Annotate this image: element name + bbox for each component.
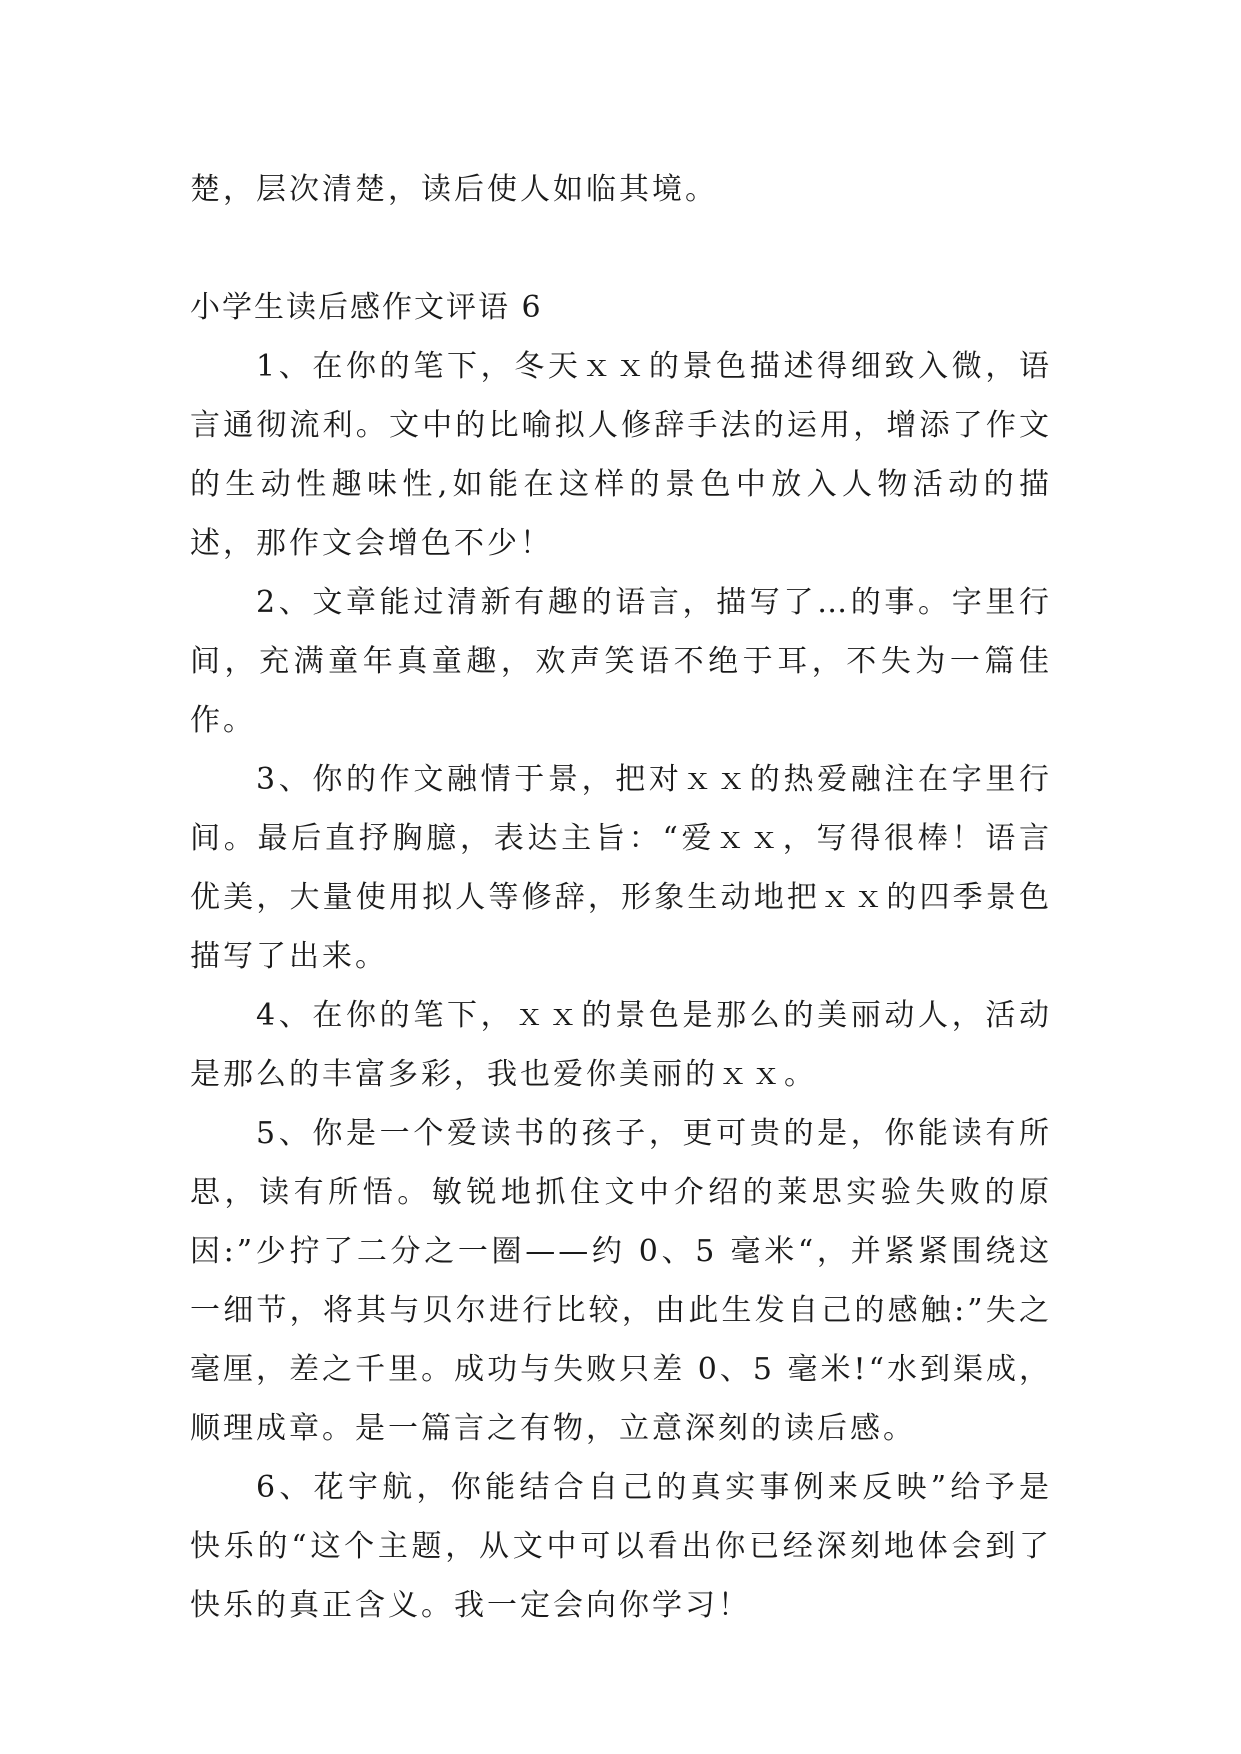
section-title: 小学生读后感作文评语 6 [190,290,543,325]
document-body [190,160,1052,1635]
continued-paragraph: 楚，层次清楚，读后使人如临其境。 [190,172,718,207]
comment-paragraph-4: 4、在你的笔下，ｘｘ的景色是那么的美丽动人，活动是那么的丰富多彩，我也爱你美丽的ｘｘ。 [190,998,1052,1092]
comment-paragraph-3: 3、你的作文融情于景，把对ｘｘ的热爱融注在字里行间。最后直抒胸臆，表达主旨：“爱ｘｘ，写得很棒！语言优美，大量使用拟人等修辞，形象生动地把ｘｘ的四季景色描写了出来。 [190,762,1052,974]
comment-paragraph-2: 2、文章能过清新有趣的语言，描写了…的事。字里行间，充满童年真童趣，欢声笑语不绝于耳，不失为一篇佳作。 [190,585,1052,738]
comment-paragraph-1: 1、在你的笔下，冬天ｘｘ的景色描述得细致入微，语言通彻流利。文中的比喻拟人修辞手法的运用，增添了作文的生动性趣味性,如能在这样的景色中放入人物活动的描述，那作文会增色不少！ [190,349,1052,561]
comment-paragraph-5: 5、你是一个爱读书的孩子，更可贵的是，你能读有所思，读有所悟。敏锐地抓住文中介绍的莱思实验失败的原因:”少拧了二分之一圈——约 0、5 毫米“，并紧紧围绕这一细节，将其与贝尔进行比较，由此生发自己的感触:”失之毫厘，差之千里。成功与失败只差 0、5 毫米!“水到渠成，顺理成章。是一篇言之有物，立意深刻的读后感。 [190,1116,1052,1446]
comment-paragraph-6: 6、花宇航，你能结合自己的真实事例来反映”给予是快乐的“这个主题，从文中可以看出你已经深刻地体会到了快乐的真正含义。我一定会向你学习！ [190,1470,1052,1623]
